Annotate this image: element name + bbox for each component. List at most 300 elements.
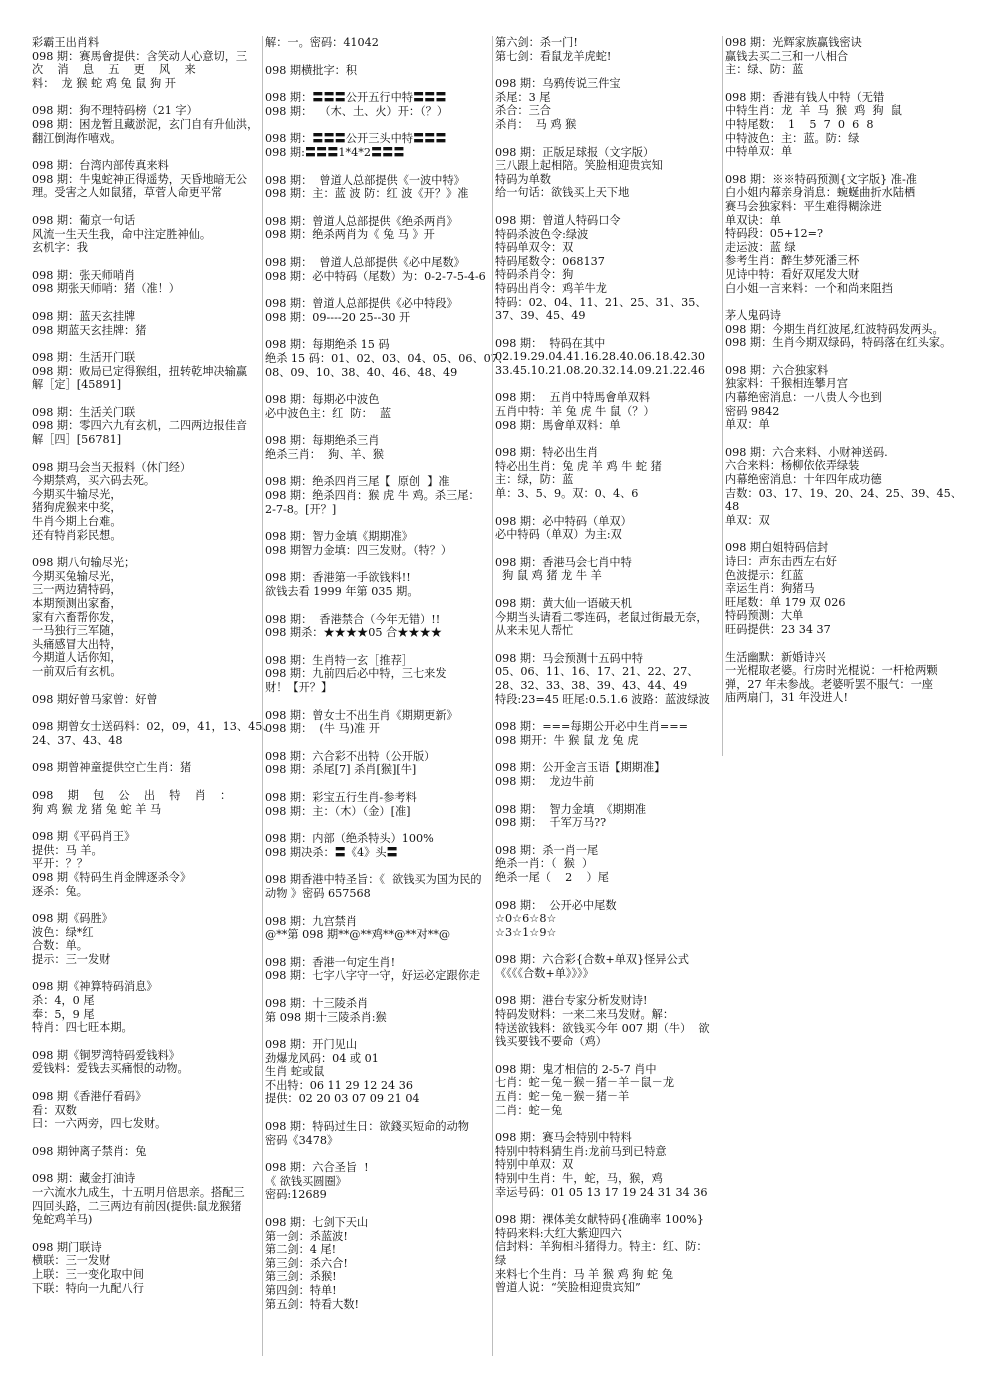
text-block [725,173,961,295]
text-line: 098 期：===每期公开必中生肖=== [495,720,689,734]
text-line: 彩霸王出肖料 [32,36,100,49]
text-line: 特码来料:大红大紫迎四六 [495,1226,622,1240]
text-line: 098 期：曾道人特码口令 [495,213,621,227]
text-line: 七肖：蛇－兔－猴－猪－羊－鼠－龙 [495,1076,675,1090]
text-line: 第 098 期十三陵杀肖:猴 [265,1010,387,1024]
text-line: 提供：02 20 03 07 09 21 04 [265,1092,420,1106]
text-line: 098 期： （木、土、火）开：（？） [265,104,449,118]
text-line: 下联：特向一九配八行 [32,1281,144,1295]
text-line: 中特尾数： 1 5 7 0 6 8 [725,117,874,131]
text-line: 生活幽默：新婚诗兴 [725,650,826,664]
text-line: 本期预测出家畜， [32,597,122,610]
text-line: 098 期：主：蓝 波 防：红 波《开？》准 [265,187,469,201]
text-line: 提供：马 羊。 [32,843,103,857]
text-line: 第三剑：杀六合! [265,1256,348,1270]
text-line: 信封料：羊狗相斗猪得力。特主：红、防： [495,1240,708,1254]
text-line: 《《《《合数+单》》》》 [495,966,594,980]
text-line: 098 期智力金填：四三发财。（特？） [265,543,453,557]
text-line: 理。受害之人如鼠猪，草菅人命更平常 [32,186,223,200]
text-line: 四回头路，二三两边有前因(提供:鼠龙猴猪 [32,1199,242,1213]
text-block [265,36,495,50]
text-block [32,789,262,816]
text-line: 三八跟上起相陪。笑脸相迎贵宾知 [495,159,663,173]
text-line: 特别中生肖：牛，蛇，马，猴，鸡 [495,1172,663,1185]
text-line: 098 期《码胜》 [32,912,113,926]
text-line: 098 期：绝杀四肖三尾【 原创 】准 [265,475,450,489]
text-line: 今期当头请看二零连码，老鼠过街最无奈， [495,610,708,624]
text-line: 解：一。密码：41042 [265,36,379,49]
text-block [495,844,725,885]
text-line: 098 期：必中特码（单双） [495,514,632,528]
text-line: 08、09、10、38、40、46、48、49 [265,365,458,379]
text-block [725,541,961,636]
text-line: 098 期张天师哨：猪（准！） [32,282,180,296]
text-line: 098 期：乌鸦传说三件宝 [495,77,621,91]
text-line: 从来未见人帮忙 [495,624,574,638]
text-line: 098 期：黄大仙一语破天机 [495,597,632,610]
text-block [495,1131,725,1199]
text-block [495,761,725,788]
text-line: 098 期：九宫禁肖 [265,914,358,928]
text-block [495,803,725,830]
text-block [265,654,495,695]
text-block [265,1216,495,1311]
text-line: 098 期：曾道人总部提供《必中特段》 [265,297,458,311]
text-line: 37、39、45、49 [495,309,586,323]
text-line: 098 期：香港有钱人中特（无错 [725,90,885,104]
text-block [725,651,961,705]
text-line: 翻江倒海作嘻戏。 [32,131,122,145]
text-line: ☆3☆1☆9☆ [495,925,557,939]
text-line: 旺尾数：单 179 双 026 [725,595,846,609]
text-line: 098 期：六合圣旨 ! [265,1161,369,1175]
text-line: 098 期： 龙边牛前 [495,774,595,788]
text-line: 28、32、33、38、39、43、44、49 [495,678,688,692]
text-block [495,994,725,1048]
text-line: 098 期《铜罗湾特码爱钱料》 [32,1048,180,1062]
text-line: 098 期：智力金填《期期准》 [265,530,413,544]
column-1 [32,36,274,1309]
text-line: 中特波色：主：蓝。防：绿 [725,131,860,145]
text-line: 098 期：〓〓〓公开三头中特〓〓〓 [265,132,447,146]
text-line: 098 期：开门见山 [265,1038,358,1052]
text-block [495,556,725,583]
text-line: 特码：02、04、11、21、25、31、35、 [495,295,707,309]
text-line: 098 期好曾马家曾：好曾 [32,692,158,706]
text-block [32,1241,262,1295]
text-line: 098 期：特必出生肖 [495,446,599,460]
text-line: 今期买牛输尽光， [32,487,122,501]
text-line: 098 期：牛鬼蛇神正得遥势，天昏地暗无公 [32,172,248,186]
text-block [32,104,262,145]
text-line: 一光棍取老婆。行房时光棍说：一杆枪两颗 [725,664,938,678]
text-block [495,1063,725,1117]
text-block [32,830,262,898]
text-line: 098 期：马会预测十五码中特 [495,651,643,665]
text-block [32,1145,262,1159]
text-line: 绝杀一肖：（ 猴 ） [495,857,594,871]
text-block [495,652,725,706]
text-line: 098 期香港中特圣旨：《 欲钱买为国为民的 [265,873,482,887]
text-line: 杀肖： 马 鸡 猴 [495,117,577,131]
text-line: 诗曰：声东击西左右好 [725,555,837,568]
text-line: 解［四］[56781] [32,433,122,447]
text-line: 098 期：困龙暂且藏淤泥，玄门自有升仙洪， [32,117,259,131]
text-line: 098 期：内部（绝杀特头）100% [265,832,434,846]
text-line: 098 期： 曾道人总部提供《一波中特》 [265,173,465,187]
text-block [265,791,495,818]
text-line: ☆0☆6☆8☆ [495,912,557,926]
text-line: 特码杀肖令：狗 [495,268,574,282]
text-block [265,215,495,242]
text-block [265,475,495,516]
text-line: 098 期门联诗 [32,1240,102,1254]
text-line: 098 期： (牛 马)准 开 [265,722,380,736]
text-line: 密码 9842 [725,404,780,418]
text-block [265,64,495,78]
text-line: 曾道人说：“笑脸相迎贵宾知” [495,1281,641,1295]
text-block [265,91,495,118]
text-block [495,391,725,432]
text-line: 密码《3478》 [265,1133,339,1147]
text-line: 见诗中特：看好双尾发大财 [725,267,860,281]
text-line: 098 期：赛馬會提供：含笑动人心意切，三 [32,49,248,63]
text-block [495,597,725,638]
text-line: 33.45.10.21.08.20.32.14.09.21.22.46 [495,363,705,377]
text-line: 098 期：葡京一句话 [32,213,136,227]
text-line: 六合来料：杨柳依依弄绿装 [725,459,860,473]
text-line: 合数：单。 [32,939,88,953]
text-line: 098 期曾神童提供空亡生肖：猪 [32,761,192,775]
text-line: 098 期：每期绝杀 15 码 [265,338,390,352]
text-line: 098 期：光辉家族赢钱密诀 [725,36,862,49]
text-line: 098 期：狗不理特码榜（21 字） [32,104,198,118]
text-line: 098 期：09----20 25--30 开 [265,310,411,324]
text-line: 兔蛇鸡羊马) [32,1213,93,1227]
text-line: 绝杀一尾（ 2 ）尾 [495,870,609,884]
text-line: 2-7-8。[开？] [265,502,337,516]
text-block [265,1161,495,1202]
text-line: 爱钱料：爱钱去买痛恨的动物。 [32,1062,189,1076]
text-line: 特码为单数 [495,172,551,186]
text-line: 白小姐内幕亲身消息：蜿蜒曲折水陆栖 [725,186,916,200]
text-line: 098 期：藏金打油诗 [32,1172,136,1186]
text-block [32,36,262,90]
text-line: 特必出生肖：兔 虎 羊 鸡 牛 蛇 猪 [495,459,662,473]
text-line: 不出特：06 11 29 12 24 36 [265,1078,413,1092]
text-line: 来料七个生肖：马 羊 猴 鸡 狗 蛇 兔 [495,1267,673,1281]
text-line: 牛肖今期上台难。 [32,515,122,529]
text-line: 还有特肖彩民想。 [32,528,122,542]
text-block [32,214,262,255]
text-line: 098 期：生活开门联 [32,351,136,365]
text-block [265,174,495,201]
text-line: 料： 龙 猴 蛇 鸡 兔 鼠 狗 开 [32,76,176,90]
text-block [495,146,725,200]
text-block [495,720,725,747]
text-line: 财！【开？】 [265,681,333,694]
text-line: 098 期：曾道人总部提供《绝杀两肖》 [265,214,458,228]
text-line: 第七剑：看鼠龙羊虎蛇! [495,49,612,63]
text-block [725,36,961,77]
text-line: 098 期横批字：积 [265,63,358,77]
text-line: 098 期：〓〓〓公开五行中特〓〓〓 [265,91,447,105]
text-block [725,309,961,350]
text-line: 次 消 息 五 更 风 来 [32,63,196,77]
text-line: 098 期：每期绝杀三肖 [265,434,380,448]
text-block [32,1049,262,1076]
text-line: 吉数：03、17、19、20、24、25、39、45、 [725,486,962,500]
text-line: 一前双后有玄机。 [32,664,122,678]
text-line: 密码:12689 [265,1188,327,1202]
text-line: 第四剑：特单! [265,1284,337,1297]
text-line: 特码发财料：一来二来马发财。解： [495,1008,675,1022]
text-line: 一六流水九成生，十五明月倍思亲。搭配三 [32,1186,245,1199]
text-line: 098 期：馬會单双料：单 [495,418,621,432]
text-line: 提示：三一发财 [32,952,111,966]
text-line: 098 期： 五肖中特馬會单双料 [495,391,651,405]
text-block [495,337,725,378]
text-line: 098 期《平码肖王》 [32,830,136,844]
text-line: 特码出肖令：鸡羊牛龙 [495,281,607,295]
text-line: 098 期：杀一肖一尾 [495,843,599,857]
text-block [495,446,725,500]
column-3 [492,36,725,1356]
text-line: 上联：三一变化取中间 [32,1267,144,1281]
text-line: 风流一生天生我，命中注定胜神仙。 [32,227,212,241]
text-line: 098 期：败局已定得猴组，扭转乾坤决输赢 [32,364,248,378]
text-line: 头痛感冒大出特， [32,637,122,651]
text-block [32,912,262,966]
text-line: 098 期：六合独家料 [725,363,829,377]
text-block [265,393,495,420]
text-block [265,956,495,983]
text-line: 098 期：正版足球报（文字版） [495,145,655,159]
text-line: 绿 [495,1253,507,1267]
text-block [725,91,961,159]
text-line: 098 期：九前四后必中特，三七来发 [265,667,447,681]
text-block [495,36,725,63]
text-line: 098 期《特码生肖金牌逐杀令》 [32,870,192,884]
text-line: 今期禁鸡，买六码去死。 [32,474,156,488]
text-line: 参考生肖：醉生梦死潘三杯 [725,254,860,268]
text-line: 098 期：香港一句定生肖! [265,955,396,969]
text-line: 今期买兔输尽光， [32,569,122,583]
text-line: 三一两边猜特码， [32,583,122,597]
text-line: 单：3、5、9。双：0、4、6 [495,487,639,501]
text-block [495,953,725,980]
text-line: 旺码提供：23 34 37 [725,622,831,636]
text-line: 主：绿，防：蓝 [495,473,574,487]
text-block [265,873,495,900]
text-line: 05、06、11、16、17、21、22、27、 [495,665,699,679]
text-line: 098 期：彩宝五行生肖-参考料 [265,790,417,804]
text-line: 必中波色主：红 防： 蓝 [265,406,392,420]
text-block [32,1090,262,1131]
text-line: 狗 鸡 猴 龙 猪 兔 蛇 羊 马 [32,802,162,816]
text-block [265,915,495,942]
text-block [265,709,495,736]
text-line: 098 期杀：★★★★05 合★★★★ [265,626,442,640]
text-line: 第二剑：4 尾! [265,1243,337,1257]
text-line: 庙两扇门，31 年没进人! [725,691,848,705]
text-line: 赛马会独家料：平生难得糊涂进 [725,199,882,213]
text-block [265,1038,495,1106]
text-line: 098 期：生肖特一玄［推荐］ [265,653,413,667]
text-line: 098 期：七字八字守一守，好运必定跟你走 [265,969,481,983]
text-line: 绝杀 15 码：01、02、03、04、05、06、07、 [265,351,510,365]
text-line: 098 期：※※特码预测{文字版} 准-准 [725,172,917,186]
text-line: 五肖：蛇－兔－猴－猪－羊 [495,1090,630,1104]
text-line: 内幕绝密消息：十年四年成功德 [725,473,882,487]
text-line: 098 期：七剑下天山 [265,1216,369,1230]
text-line: 今期道人话你知， [32,651,122,665]
text-line: 特段:23=45 旺尾:0.5.1.6 波路：蓝波绿波 [495,692,710,706]
text-line: 098 期：六合彩不出特（公开版） [265,749,436,763]
text-line: 098 期：每期必中波色 [265,393,380,407]
text-block [495,899,725,940]
text-line: 特送欲钱料：欲钱买今年 007 期（牛） 欲 [495,1021,710,1035]
text-line: 杀：4，0 尾 [32,994,95,1008]
text-line: 098 期蓝天玄挂牌：猪 [32,323,147,337]
text-line: 波色：绿*红 [32,925,94,939]
text-block [495,214,725,323]
text-line: 098 期 包 公 出 特 肖 ： [32,788,232,802]
text-line: 098 期钟离子禁肖：兔 [32,1144,147,1158]
text-line: 098 期：必中特码（尾数）为：0-2-7-5-4-6 [265,269,486,283]
text-line: 第五剑：特看大数! [265,1297,359,1311]
text-line: 098 期白姐特码信封 [725,541,829,555]
text-block [32,269,262,296]
text-line: 24、37、43、48 [32,733,123,747]
text-line: 098 期： 智力金填 《期期准 [495,802,647,816]
text-block [265,1120,495,1147]
text-block [265,571,495,598]
text-line: 098 期：杀尾[7] 杀肖[猴][牛] [265,763,417,777]
text-line: 第一剑：杀蓝波! [265,1229,348,1243]
text-block [725,446,961,528]
text-line: 杀尾：3 尾 [495,90,551,104]
text-block [32,1172,262,1226]
text-line: 横联：三一发财 [32,1254,111,1268]
text-block [32,761,262,775]
text-line: 玄机字：我 [32,241,88,255]
text-block [32,720,274,747]
text-line: 特码尾数令：068137 [495,254,605,268]
text-line: 098 期：港台专家分析发财诗! [495,994,648,1008]
text-line: 内幕绝密消息：一八贵人今也到 [725,391,882,405]
text-line: 098 期：香港马会七肖中特 [495,555,632,569]
text-block [32,159,262,200]
text-line: 茅人鬼码诗 [725,309,781,323]
text-line: 098 期：十三陵杀肖 [265,996,369,1010]
text-line: 098 期八句输尽光； [32,556,136,570]
text-block [495,1213,725,1295]
text-block [32,556,262,678]
text-line: 一马独行三军随， [32,624,122,638]
text-line: 098 期:〓〓〓1*4*2〓〓〓 [265,145,405,159]
text-block [265,832,495,859]
text-line: 098 期《香港仔看码》 [32,1090,147,1104]
text-line: 098 期：绝杀四肖：猴 虎 牛 鸡。杀三尾： [265,489,480,503]
text-line: 098 期：生活关门联 [32,405,136,419]
text-line: 098 期：裸体美女献特码{准确率 100%} [495,1213,704,1227]
text-line: 098 期：绝杀两肖为《 兔 马 》开 [265,228,435,242]
text-line: 098 期：台湾内部传真来料 [32,159,169,173]
text-line: 098 期： 特码在其中 [495,336,606,350]
text-line: 098 期：张天师哨肖 [32,268,136,282]
text-block [265,297,495,324]
text-block [32,310,262,337]
text-line: 098 期：零四六九有玄机，二四两边报佳音 [32,419,248,433]
text-line: 02.19.29.04.41.16.28.40.06.18.42.30 [495,350,705,364]
text-block [265,750,495,777]
text-line: 098 期：蓝天玄挂牌 [32,309,136,323]
text-line: 098 期：曾女士不出生肖《期期更新》 [265,708,458,722]
text-line: 098 期：香港第一手欲钱料!! [265,571,411,585]
text-line: 特别中特料猜生肖:龙前马到已特意 [495,1144,667,1158]
text-line: 098 期决杀：〓《4》头〓 [265,845,398,859]
text-line: 098 期《神算特码消息》 [32,980,158,994]
text-line: 猪狗虎猴来中奖， [32,501,122,515]
text-line: 家有六畜帮你发， [32,610,122,624]
text-line: 必中特码（单双）为主:双 [495,528,622,542]
text-block [725,364,961,432]
text-block [265,132,495,159]
text-line: 098 期：赛马会特别中特料 [495,1131,632,1145]
text-line: 单双：双 [725,513,770,527]
text-line: 色波提示：红蓝 [725,568,804,582]
text-line: 098 期：特码过生日：欲錢买短命的动物 [265,1120,469,1134]
text-line: 钱买要钱不要命（鸡） [495,1035,607,1049]
text-line: 098 期：今期生肖红波尾,红波特码发两头。 [725,322,944,336]
text-line: 平开：？？ [32,857,88,871]
text-line: 特别中单双：双 [495,1158,574,1172]
text-line: 单双：单 [725,418,770,432]
text-line: 弹，27 年未参战。老婆听罢不服气：一座 [725,677,933,691]
text-line: 098 期： 香港禁合（今年无错）!! [265,612,441,626]
column-4 [722,36,961,756]
text-line: 098 期：六合彩{合数+单双}怪异公式 [495,953,689,967]
text-line: 走运波：蓝 绿 [725,240,796,254]
text-line: 098 期：生肖今期双绿码，特码落在红头家。 [725,336,952,350]
text-block [265,256,495,283]
text-line: 098 期：公开金言玉语【期期准】 [495,761,666,775]
text-line: 特码杀波色令:绿波 [495,227,589,241]
text-line: 动物 》密码 657568 [265,886,371,900]
column-2 [262,36,510,1356]
text-line: 098 期马会当天报料（休门经） [32,460,192,474]
text-block [265,613,495,640]
text-line: 中特单双：单 [725,145,793,159]
text-line: 098 期曾女士送码料：02，09，41，13、45、 [32,720,274,734]
text-line: 中特生肖：龙 羊 马 猴 鸡 狗 鼠 [725,104,902,118]
text-line: 狗 鼠 鸡 猪 龙 牛 羊 [495,569,602,583]
text-line: 五肖中特：羊 兔 虎 牛 鼠（？） [495,405,655,419]
text-line: 特码单双令：双 [495,241,574,255]
text-block [265,997,495,1024]
text-block [32,351,262,392]
text-line: 098 期：鬼才相信的 2-5-7 肖中 [495,1062,657,1076]
text-line: 第六剑：杀一门! [495,36,578,49]
text-line: 特码预测：大单 [725,609,804,623]
text-line: 48 [725,500,740,514]
text-block [495,77,725,131]
text-line: 098 期： 千军万马?? [495,816,607,830]
text-line: 主：绿、防：蓝 [725,63,804,77]
text-line: 《 欲钱买圆圈》 [265,1174,347,1188]
text-line: 逐杀：兔。 [32,884,88,898]
